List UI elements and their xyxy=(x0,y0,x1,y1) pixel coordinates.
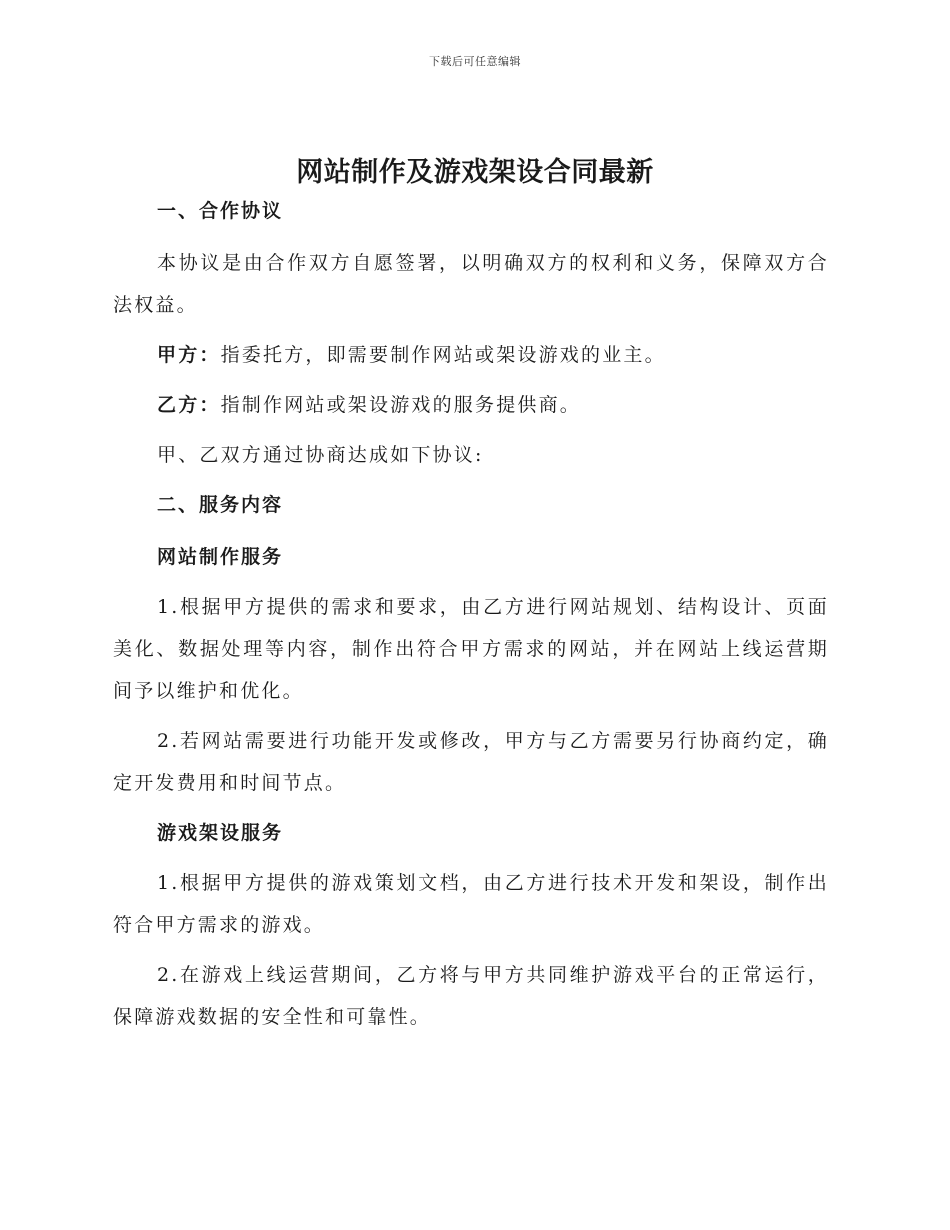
section-heading-cooperation: 一、合作协议 xyxy=(157,200,284,222)
party-a-label: 甲方： xyxy=(157,344,221,366)
header-note: 下载后可任意编辑 xyxy=(429,55,521,68)
paragraph-party-a xyxy=(113,334,829,376)
party-b-text: 指制作网站或架设游戏的服务提供商。 xyxy=(220,394,582,416)
party-a-text: 指委托方，即需要制作网站或架设游戏的业主。 xyxy=(220,344,666,366)
paragraph-game-2: 2.在游戏上线运营期间，乙方将与甲方共同维护游戏平台的正常运行，保障游戏数据的安全性和可靠性。 xyxy=(113,964,829,1028)
party-b-label: 乙方： xyxy=(157,394,221,416)
paragraph-web-2: 2.若网站需要进行功能开发或修改，甲方与乙方需要另行协商约定，确定开发费用和时间节点。 xyxy=(113,730,829,794)
paragraph-game-1: 1.根据甲方提供的游戏策划文档，由乙方进行技术开发和架设，制作出符合甲方需求的游戏。 xyxy=(113,872,829,936)
document-body xyxy=(113,194,829,1038)
subheading-web-service: 网站制作服务 xyxy=(157,546,284,568)
paragraph-party-b xyxy=(113,384,829,426)
paragraph-intro: 本协议是由合作双方自愿签署，以明确双方的权利和义务，保障双方合法权益。 xyxy=(113,252,829,316)
document-title: 网站制作及游戏架设合同最新 xyxy=(296,157,654,188)
paragraph-web-1: 1.根据甲方提供的需求和要求，由乙方进行网站规划、结构设计、页面美化、数据处理等内容，制作出符合甲方需求的网站，并在网站上线运营期间予以维护和优化。 xyxy=(113,596,829,702)
section-heading-services: 二、服务内容 xyxy=(157,494,284,516)
paragraph-agreement: 甲、乙双方通过协商达成如下协议: xyxy=(157,444,484,466)
subheading-game-service: 游戏架设服务 xyxy=(157,822,284,844)
